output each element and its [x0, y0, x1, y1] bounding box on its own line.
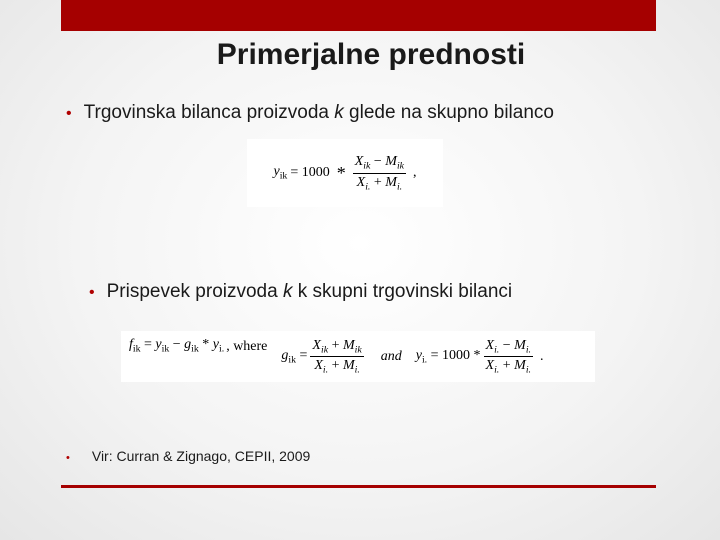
formula2-and: and [380, 348, 402, 364]
formula2-fraction-y: $\frac{X_{i.} - M_{i.}}{X_{i.} + M_{i.}}$ [485, 337, 531, 376]
bullet2-text-after: k skupni trgovinski bilanci [292, 281, 513, 302]
formula-contribution: $f_{ik} = y_{ik} - g_{ik} * y_{i.}$ , where $g_{ik}$ = $\frac{X_{ik} + M_{ik}}{X_{i.} + M_{i.}}$ and $y_{i.} = 1000$ * $\frac{X_{i.} - M_{i.}}{X_{i.} + M_{i.}}$ . [121, 331, 595, 382]
formula-trade-balance: $y_{ik}$ = 1000 * $\frac{X_{ik} - M_{ik}}{X_{i.} + M_{i.}}$ , [247, 139, 443, 207]
bullet1-var: k [334, 102, 344, 123]
bullet2-var: k [282, 281, 293, 302]
reference-text: Vir: Curran & Zignago, CEPII, 2009 [91, 448, 311, 464]
reference-line [66, 448, 310, 464]
formula1-trail: , [413, 165, 417, 180]
bullet-dot-icon: • [89, 284, 95, 301]
bullet-contribution [89, 281, 512, 303]
bullet-dot-icon: • [66, 452, 70, 464]
formula1-star: * [336, 162, 346, 183]
formula2-trail: . [540, 348, 544, 364]
formula1-fraction: $\frac{X_{ik} - M_{ik}}{X_{i.} + M_{i.}}$ [354, 154, 405, 192]
bullet-dot-icon: • [66, 105, 72, 122]
slide-title: Primerjalne prednosti [216, 38, 526, 71]
bullet-trade-balance [66, 102, 554, 124]
bottom-accent-rule [61, 485, 656, 488]
bullet1-text-after: glede na skupno bilanco [343, 102, 554, 123]
formula2-where: , where [226, 339, 268, 354]
formula1-const: = 1000 [290, 165, 330, 180]
bullet1-text-before: Trgovinska bilanca proizvoda [83, 102, 335, 123]
bullet2-text-before: Prispevek proizvoda [106, 281, 283, 302]
formula2-fraction-g: $\frac{X_{ik} + M_{ik}}{X_{i.} + M_{i.}}$ [312, 337, 362, 376]
top-accent-bar [61, 0, 656, 31]
